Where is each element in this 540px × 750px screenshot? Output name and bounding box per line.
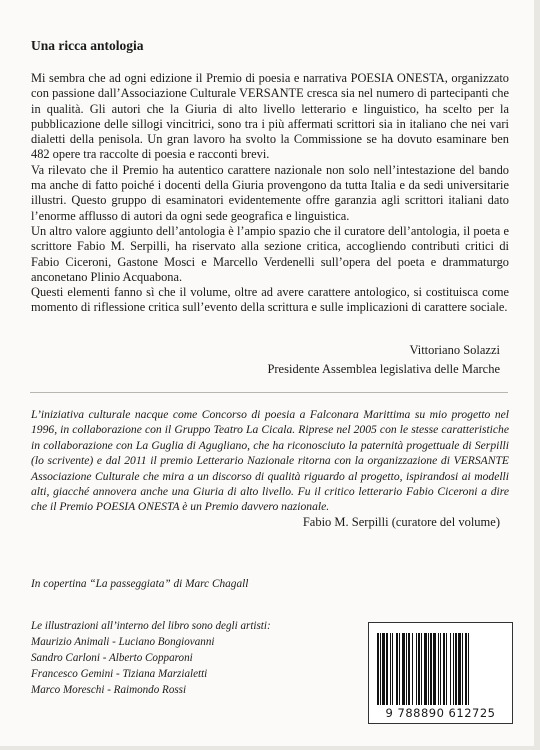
barcode-bar	[433, 633, 436, 705]
signature-role: Presidente Assemblea legislativa delle Marche	[267, 362, 500, 376]
curator-note: L’iniziativa culturale nacque come Concorso di poesia a Falconara Marittima su mio progetto nel 1996, in collaborazione con il Gruppo Teatro La Cicala. Riprese nel 2005 con le stesse caratteristiche in collaborazione con La Guglia di Agugliano, che ha riconosciuto la paternità progettuale di Serpilli (lo scrivente) e dal 2011 il premio Letterario Nazionale ritorna con la organizzazione di VERSANTE Associazione Culturale che mira a un discorso di qualità riguardo al progetto, ispirandosi ai modelli alti, giacché annovera anche una Giuria di alto livello. Fu il critico letterario Fabio Ciceroni a dire che il Premio POESIA ONESTA è un Premio davvero nazionale.	[31, 408, 509, 514]
intro-text	[31, 71, 509, 316]
artists-line: Marco Moreschi - Raimondo Rossi	[31, 684, 187, 696]
barcode-bar	[412, 633, 413, 705]
barcode-bar	[418, 633, 420, 705]
barcode-bar	[462, 633, 463, 705]
barcode-bar	[390, 633, 391, 705]
barcode-bar	[402, 633, 405, 705]
barcode-bar	[458, 633, 461, 705]
barcode-bar	[399, 633, 400, 705]
barcode-bar	[406, 633, 407, 705]
illustrators-block	[31, 618, 331, 698]
artists-line: Francesco Gemini - Tiziana Marzialetti	[31, 668, 208, 680]
barcode-bar	[465, 633, 467, 705]
illustrators-heading: Le illustrazioni all’interno del libro sono degli artisti:	[31, 620, 271, 632]
intro-paragraph-3: Un altro valore aggiunto dell’antologia è l’ampio spazio che il curatore dell’antologia, il poeta e scrittore Fabio M. Serpilli, ha riservato alla sezione critica, accogliendo contributi critici di Fabio Ciceroni, Gastone Mosci e Marcello Verdenelli sull’opera del poeta e drammaturgo anconetano Plinio Acquabona.	[31, 223, 509, 284]
signature-name: Vittoriano Solazzi	[409, 343, 500, 357]
barcode-bar	[430, 633, 432, 705]
barcode-bar	[396, 633, 398, 705]
artists-line: Sandro Carloni - Alberto Copparoni	[31, 652, 193, 664]
barcode-bar	[428, 633, 429, 705]
barcode-bar	[382, 633, 385, 705]
barcode-bar	[408, 633, 410, 705]
intro-paragraph-2: Va rilevato che il Premio ha autentico carattere nazionale non solo nell’intestazione del bando ma anche di fatto poiché i docenti della Giuria provengono da tutta Italia e da sedi universitarie illustri. Questo gruppo di esaminatori evidentemente offre garanzia agli scrittori italiani dato l’enorme afflusso di autori da ogni sede geografica e linguistica.	[31, 162, 509, 223]
curator-signature: Fabio M. Serpilli (curatore del volume)	[302, 515, 500, 529]
intro-paragraph-4: Questi elementi fanno sì che il volume, oltre ad avere carattere antologico, si costituisca come momento di riflessione critica sull’evento della scrittura e sulle implicazioni di carattere sociale.	[31, 285, 509, 315]
isbn-barcode	[368, 622, 513, 724]
section-divider	[30, 392, 508, 393]
barcode-bar	[440, 633, 441, 705]
isbn-digits: 9 788890 612725	[385, 706, 496, 720]
barcode-bar	[416, 633, 417, 705]
barcode-bar	[438, 633, 439, 705]
barcode-bar	[446, 633, 447, 705]
barcode-bar	[380, 633, 381, 705]
barcode-bar	[392, 633, 393, 705]
page-heading: Una ricca antologia	[31, 38, 144, 53]
barcode-bar	[450, 633, 451, 705]
barcode-bar	[443, 633, 445, 705]
barcode-bar	[386, 633, 388, 705]
barcode-bar	[468, 633, 469, 705]
barcode-bar	[421, 633, 422, 705]
artists-line: Maurizio Animali - Luciano Bongiovanni	[31, 636, 215, 648]
barcode-bar	[455, 633, 457, 705]
barcode-bar	[453, 633, 454, 705]
barcode-bar	[424, 633, 427, 705]
intro-paragraph-1: Mi sembra che ad ogni edizione il Premio di poesia e narrativa POESIA ONESTA, organizzato con passione dall’Associazione Culturale VERSANTE cresca sia nel numero di partecipanti che in qualità. Gli autori che la Giuria di alto livello letterario e linguistico, ha scelto per la pubblicazione delle sillogi vincitrici, sono tra i più affermati scrittori sia in italiano che nei vari dialetti della penisola. Un gran lavoro ha svolto la Commissione se ha dovuto esaminare ben 482 opere tra raccolte di poesia e racconti brevi.	[31, 71, 509, 162]
cover-credit: In copertina “La passeggiata” di Marc Chagall	[31, 578, 249, 590]
barcode-bar	[377, 633, 379, 705]
barcode-graphic	[377, 633, 504, 705]
